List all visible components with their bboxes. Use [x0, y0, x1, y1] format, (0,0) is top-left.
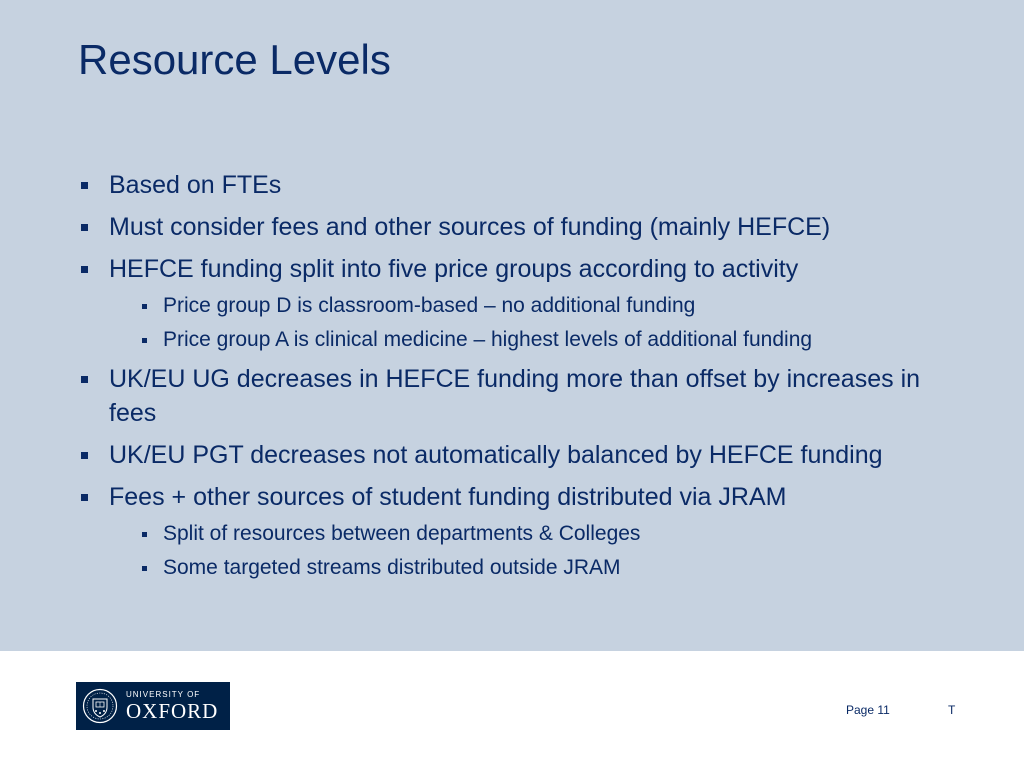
- sub-bullet-text: Price group A is clinical medicine – highest levels of additional funding: [163, 328, 813, 351]
- bullet-marker: [81, 452, 88, 459]
- logo-university-of: UNIVERSITY OF: [126, 690, 201, 699]
- sub-bullet-item: [78, 554, 958, 582]
- bullet-text: HEFCE funding split into five price groups according to activity: [109, 255, 799, 283]
- sub-bullet-item: [78, 326, 958, 354]
- logo-text: [126, 690, 218, 722]
- sub-bullet-marker: [142, 566, 147, 571]
- bullet-item: [78, 362, 958, 430]
- bullet-text: Must consider fees and other sources of funding (mainly HEFCE): [109, 213, 831, 241]
- bullet-marker: [81, 182, 88, 189]
- slide-footer: [0, 651, 1024, 768]
- bullet-item: [78, 210, 958, 244]
- bullet-item: [78, 480, 958, 514]
- sub-bullet-text: Split of resources between departments & Colleges: [163, 522, 641, 545]
- bullet-list: [78, 168, 958, 582]
- university-logo: [76, 682, 230, 730]
- bullet-item: [78, 252, 958, 286]
- bullet-text: Based on FTEs: [109, 171, 282, 199]
- sub-bullet-text: Price group D is classroom-based – no additional funding: [163, 294, 696, 317]
- slide-title: Resource Levels: [78, 36, 391, 83]
- oxford-crest-icon: [82, 688, 118, 724]
- bullet-item: [78, 438, 958, 472]
- bullet-marker: [81, 224, 88, 231]
- sub-bullet-item: [78, 292, 958, 320]
- page-suffix: T: [948, 703, 956, 717]
- sub-bullet-marker: [142, 532, 147, 537]
- sub-bullet-text: Some targeted streams distributed outside JRAM: [163, 556, 621, 579]
- sub-bullet-item: [78, 520, 958, 548]
- logo-oxford: OXFORD: [126, 699, 219, 723]
- sub-bullet-marker: [142, 304, 147, 309]
- bullet-text: Fees + other sources of student funding distributed via JRAM: [109, 483, 787, 511]
- bullet-item: [78, 168, 958, 202]
- bullet-marker: [81, 376, 88, 383]
- bullet-text: UK/EU UG decreases in HEFCE funding more than offset by increases in fees: [109, 365, 921, 427]
- page-number: Page 11: [846, 703, 890, 717]
- sub-bullet-marker: [142, 338, 147, 343]
- bullet-marker: [81, 494, 88, 501]
- bullet-text: UK/EU PGT decreases not automatically balanced by HEFCE funding: [109, 441, 883, 469]
- bullet-marker: [81, 266, 88, 273]
